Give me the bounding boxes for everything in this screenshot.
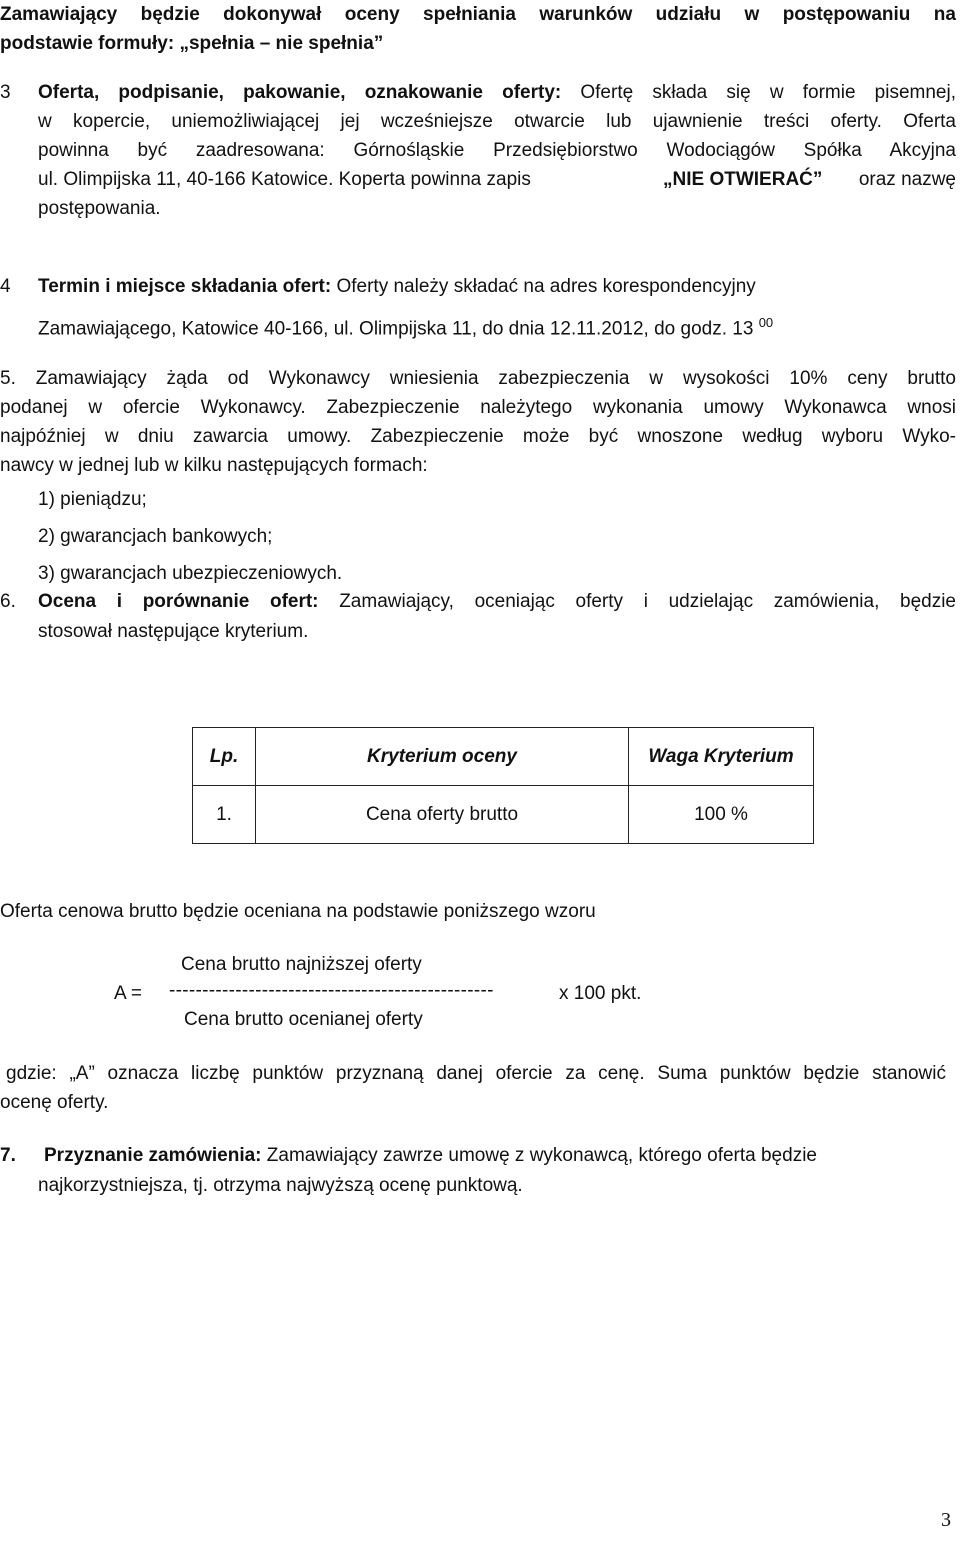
section-3 — [0, 78, 960, 223]
section-7-title: Przyznanie zamówienia: — [44, 1145, 262, 1166]
table-cell: Cena oferty brutto — [256, 786, 629, 844]
section-4-line-2: Zamawiającego, Katowice 40-166, ul. Olimpijska 11, do dnia 12.11.2012, do godz. 13 $^{00}$ — [38, 315, 774, 340]
section-7-line-1: Przyznanie zamówienia: Zamawiający zawrze umowę z wykonawcą, którego oferta będzie — [44, 1145, 817, 1166]
list-item: 1) pieniądzu; — [38, 489, 147, 510]
section-6-title: Ocena i porównanie ofert: — [38, 591, 319, 612]
section-7 — [0, 1141, 960, 1200]
section-3-line-5: postępowania. — [38, 198, 161, 219]
section-7-line-2: najkorzystniejsza, tj. otrzyma najwyższą ocenę punktową. — [38, 1175, 523, 1196]
formula-denominator: Cena brutto ocenianej oferty — [184, 1009, 423, 1030]
formula-note-line-1: gdzie: „A” oznacza liczbę punktów przyznaną danej ofercie za cenę. Suma punktów będzie stanowić — [6, 1063, 946, 1084]
formula-note-line-2: ocenę oferty. — [0, 1092, 109, 1113]
section-4-number: 4 — [0, 276, 11, 297]
formula-multiplier: x 100 pkt. — [559, 983, 642, 1004]
section-5-line-2: podanej w ofercie Wykonawcy. Zabezpieczenie należytego wykonania umowy Wykonawca wnosi — [0, 397, 956, 418]
section-5-line-1: 5. Zamawiający żąda od Wykonawcy wniesienia zabezpieczenia w wysokości 10% ceny brutto — [0, 368, 956, 389]
table-cell: 1. — [193, 786, 256, 844]
header-lp: Lp. — [193, 728, 256, 786]
section-6-line-2: stosował następujące kryterium. — [38, 621, 309, 642]
list-item: 3) gwarancjach ubezpieczeniowych. — [38, 563, 343, 584]
table-header-row — [193, 728, 814, 786]
section-5-list — [38, 485, 960, 588]
section-4-line-1: Termin i miejsce składania ofert: Oferty należy składać na adres korespondencyjny — [38, 276, 756, 297]
section-3-line-2: w kopercie, uniemożliwiającej jej wcześniejsze otwarcie lub ujawnienie treści oferty. Oferta — [38, 111, 956, 132]
do-not-open-label: „NIE OTWIERAĆ” — [663, 169, 823, 190]
intro-line-2: podstawie formuły: „spełnia – nie spełnia” — [0, 33, 384, 54]
page-number: 3 — [941, 1509, 951, 1531]
header-weight: Waga Kryterium — [629, 728, 814, 786]
section-3-line-4: ul. Olimpijska 11, 40-166 Katowice. Koperta powinna zapis „NIE OTWIERAĆ” oraz nazwę — [38, 165, 956, 194]
section-3-line-1: Oferta, podpisanie, pakowanie, oznakowanie oferty: Ofertę składa się w formie pisemnej, — [38, 82, 956, 103]
section-6-line-1: Ocena i porównanie ofert: Zamawiający, oceniając oferty i udzielając zamówienia, będzie — [38, 591, 956, 612]
section-4-title: Termin i miejsce składania ofert: — [38, 276, 332, 297]
section-5-line-3: najpóźniej w dniu zawarcia umowy. Zabezpieczenie może być wnoszone według wyboru Wyko- — [0, 426, 956, 447]
intro-line-1: Zamawiający będzie dokonywał oceny spełniania warunków udziału w postępowaniu na — [0, 4, 956, 25]
table-cell: 100 % — [629, 786, 814, 844]
section-3-line-3: powinna być zaadresowana: Górnośląskie Przedsiębiorstwo Wodociągów Spółka Akcyjna — [38, 140, 956, 161]
table-row — [193, 786, 814, 844]
formula-numerator: Cena brutto najniższej oferty — [181, 954, 422, 975]
section-3-title: Oferta, podpisanie, pakowanie, oznakowanie oferty: — [38, 82, 562, 103]
section-7-number: 7. — [0, 1145, 16, 1166]
criteria-table — [192, 727, 814, 844]
section-4 — [0, 272, 960, 343]
section-5 — [0, 364, 960, 588]
section-6-number: 6. — [0, 591, 16, 612]
section-6 — [0, 587, 960, 646]
formula-fraction-line: ------------------------------------------------- — [169, 980, 494, 1001]
list-item: 2) gwarancjach bankowych; — [38, 526, 273, 547]
formula-intro: Oferta cenowa brutto będzie oceniana na podstawie poniższego wzoru — [0, 901, 596, 922]
formula-lhs: A = — [114, 983, 142, 1004]
header-criterion: Kryterium oceny — [256, 728, 629, 786]
section-3-number: 3 — [0, 82, 11, 103]
section-5-line-4: nawcy w jednej lub w kilku następujących formach: — [0, 455, 428, 476]
